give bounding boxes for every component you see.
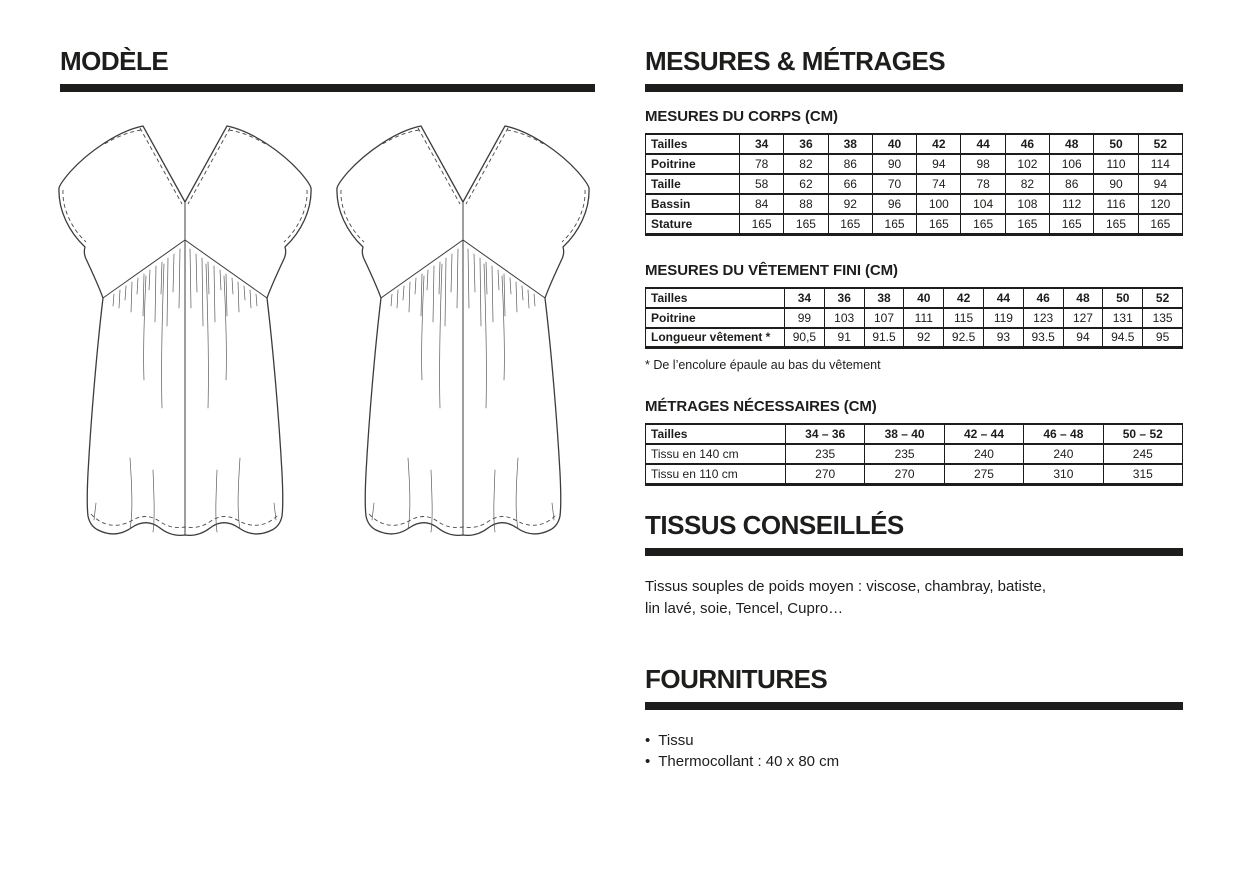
value-cell: 104 — [961, 194, 1005, 214]
table-row — [646, 328, 1183, 348]
value-cell: 120 — [1138, 194, 1182, 214]
model-section — [60, 46, 595, 568]
value-cell: 103 — [824, 308, 864, 328]
value-cell: 235 — [865, 444, 944, 464]
value-cell: 102 — [1005, 154, 1049, 174]
value-cell: 100 — [917, 194, 961, 214]
value-cell: 235 — [786, 444, 865, 464]
value-cell: 94 — [917, 154, 961, 174]
title-rule — [60, 84, 595, 92]
size-header: 50 — [1094, 134, 1138, 154]
value-cell: 315 — [1103, 464, 1182, 484]
fabrics-text-line: lin lavé, soie, Tencel, Cupro… — [645, 599, 844, 617]
body-measures-subtitle: MESURES DU CORPS (CM) — [645, 108, 838, 125]
table-row — [646, 154, 1183, 174]
table-header-row — [646, 424, 1183, 444]
value-cell: 66 — [828, 174, 872, 194]
value-cell: 108 — [1005, 194, 1049, 214]
table-row — [646, 174, 1183, 194]
fabrics-text — [645, 576, 1183, 620]
model-title: MODÈLE — [60, 46, 169, 76]
value-cell: 165 — [828, 214, 872, 234]
value-cell: 98 — [961, 154, 1005, 174]
value-cell: 74 — [917, 174, 961, 194]
value-cell: 245 — [1103, 444, 1182, 464]
row-label: Tissu en 110 cm — [646, 464, 786, 484]
size-header: 36 — [824, 288, 864, 308]
value-cell: 131 — [1103, 308, 1143, 328]
technical-drawings-svg — [57, 113, 597, 563]
size-header: 34 — [740, 134, 784, 154]
size-header: 48 — [1050, 134, 1094, 154]
value-cell: 123 — [1023, 308, 1063, 328]
size-header: 38 — [864, 288, 904, 308]
measures-title: MESURES & MÉTRAGES — [645, 46, 946, 76]
value-cell: 90 — [1094, 174, 1138, 194]
size-header: 50 — [1103, 288, 1143, 308]
value-cell: 240 — [1024, 444, 1103, 464]
supplies-item-label: Tissu — [658, 731, 694, 749]
value-cell: 165 — [1005, 214, 1049, 234]
size-header: 50 – 52 — [1103, 424, 1182, 444]
value-cell: 90,5 — [785, 328, 825, 348]
value-cell: 94 — [1138, 174, 1182, 194]
value-cell: 275 — [944, 464, 1023, 484]
row-label: Tissu en 140 cm — [646, 444, 786, 464]
value-cell: 110 — [1094, 154, 1138, 174]
table-row — [646, 214, 1183, 234]
row-label-header: Tailles — [646, 288, 785, 308]
value-cell: 111 — [904, 308, 944, 328]
value-cell: 107 — [864, 308, 904, 328]
title-rule — [645, 702, 1183, 710]
value-cell: 119 — [983, 308, 1023, 328]
value-cell: 165 — [740, 214, 784, 234]
value-cell: 92 — [904, 328, 944, 348]
size-header: 44 — [983, 288, 1023, 308]
row-label-header: Tailles — [646, 424, 786, 444]
supplies-section — [645, 664, 1183, 773]
row-label: Poitrine — [646, 308, 785, 328]
value-cell: 165 — [1138, 214, 1182, 234]
size-header: 46 – 48 — [1024, 424, 1103, 444]
size-header: 44 — [961, 134, 1005, 154]
size-header: 52 — [1138, 134, 1182, 154]
size-header: 52 — [1143, 288, 1183, 308]
supplies-item — [645, 730, 1183, 752]
size-header: 42 — [944, 288, 984, 308]
value-cell: 165 — [917, 214, 961, 234]
value-cell: 165 — [784, 214, 828, 234]
value-cell: 114 — [1138, 154, 1182, 174]
size-header: 34 – 36 — [786, 424, 865, 444]
value-cell: 62 — [784, 174, 828, 194]
row-label: Poitrine — [646, 154, 740, 174]
value-cell: 165 — [1094, 214, 1138, 234]
table-row — [646, 308, 1183, 328]
value-cell: 112 — [1050, 194, 1094, 214]
value-cell: 78 — [740, 154, 784, 174]
row-label: Taille — [646, 174, 740, 194]
fabrics-section — [645, 510, 1183, 620]
value-cell: 94 — [1063, 328, 1103, 348]
size-header: 40 — [872, 134, 916, 154]
value-cell: 91.5 — [864, 328, 904, 348]
bullet-icon: • — [645, 731, 651, 749]
value-cell: 82 — [784, 154, 828, 174]
value-cell: 106 — [1050, 154, 1094, 174]
size-header: 38 – 40 — [865, 424, 944, 444]
value-cell: 70 — [872, 174, 916, 194]
value-cell: 115 — [944, 308, 984, 328]
value-cell: 99 — [785, 308, 825, 328]
value-cell: 127 — [1063, 308, 1103, 328]
value-cell: 84 — [740, 194, 784, 214]
value-cell: 93 — [983, 328, 1023, 348]
value-cell: 165 — [1050, 214, 1094, 234]
value-cell: 135 — [1143, 308, 1183, 328]
yardage-table — [645, 423, 1183, 486]
supplies-item — [645, 751, 1183, 773]
table-header-row — [646, 288, 1183, 308]
dress-front-drawing — [59, 126, 311, 535]
value-cell: 116 — [1094, 194, 1138, 214]
garment-measures-subtitle: MESURES DU VÊTEMENT FINI (CM) — [645, 261, 898, 279]
value-cell: 93.5 — [1023, 328, 1063, 348]
garment-measures-table — [645, 287, 1183, 350]
yardage-subtitle: MÉTRAGES NÉCESSAIRES (CM) — [645, 398, 877, 415]
row-label: Longueur vêtement * — [646, 328, 785, 348]
value-cell: 165 — [872, 214, 916, 234]
value-cell: 91 — [824, 328, 864, 348]
dress-back-drawing — [337, 126, 589, 535]
supplies-list — [645, 730, 1183, 773]
value-cell: 86 — [828, 154, 872, 174]
size-header: 46 — [1005, 134, 1049, 154]
value-cell: 82 — [1005, 174, 1049, 194]
title-rule — [645, 548, 1183, 556]
body-measures-table — [645, 133, 1183, 236]
row-label: Stature — [646, 214, 740, 234]
model-drawings — [57, 113, 595, 568]
value-cell: 95 — [1143, 328, 1183, 348]
value-cell: 310 — [1024, 464, 1103, 484]
bullet-icon: • — [645, 753, 651, 770]
garment-measures-footnote: * De l’encolure épaule au bas du vêtement — [645, 358, 881, 372]
value-cell: 92.5 — [944, 328, 984, 348]
title-rule — [645, 84, 1183, 92]
table-row — [646, 464, 1183, 484]
table-row — [646, 194, 1183, 214]
value-cell: 240 — [944, 444, 1023, 464]
value-cell: 88 — [784, 194, 828, 214]
supplies-item-label: Thermocollant : 40 x 80 cm — [658, 753, 840, 770]
value-cell: 96 — [872, 194, 916, 214]
row-label: Bassin — [646, 194, 740, 214]
value-cell: 90 — [872, 154, 916, 174]
value-cell: 94.5 — [1103, 328, 1143, 348]
supplies-title: FOURNITURES — [645, 663, 828, 694]
measures-section — [645, 46, 1183, 773]
table-header-row — [646, 134, 1183, 154]
size-header: 40 — [904, 288, 944, 308]
value-cell: 165 — [961, 214, 1005, 234]
size-header: 42 — [917, 134, 961, 154]
value-cell: 92 — [828, 194, 872, 214]
value-cell: 270 — [786, 464, 865, 484]
value-cell: 86 — [1050, 174, 1094, 194]
size-header: 42 – 44 — [944, 424, 1023, 444]
size-header: 34 — [785, 288, 825, 308]
row-label-header: Tailles — [646, 134, 740, 154]
size-header: 48 — [1063, 288, 1103, 308]
size-header: 46 — [1023, 288, 1063, 308]
size-header: 36 — [784, 134, 828, 154]
value-cell: 58 — [740, 174, 784, 194]
size-header: 38 — [828, 134, 872, 154]
table-row — [646, 444, 1183, 464]
value-cell: 270 — [865, 464, 944, 484]
fabrics-title: TISSUS CONSEILLÉS — [645, 509, 904, 540]
value-cell: 78 — [961, 174, 1005, 194]
fabrics-text-line: Tissus souples de poids moyen : viscose, chambray, batiste, — [645, 577, 1047, 595]
